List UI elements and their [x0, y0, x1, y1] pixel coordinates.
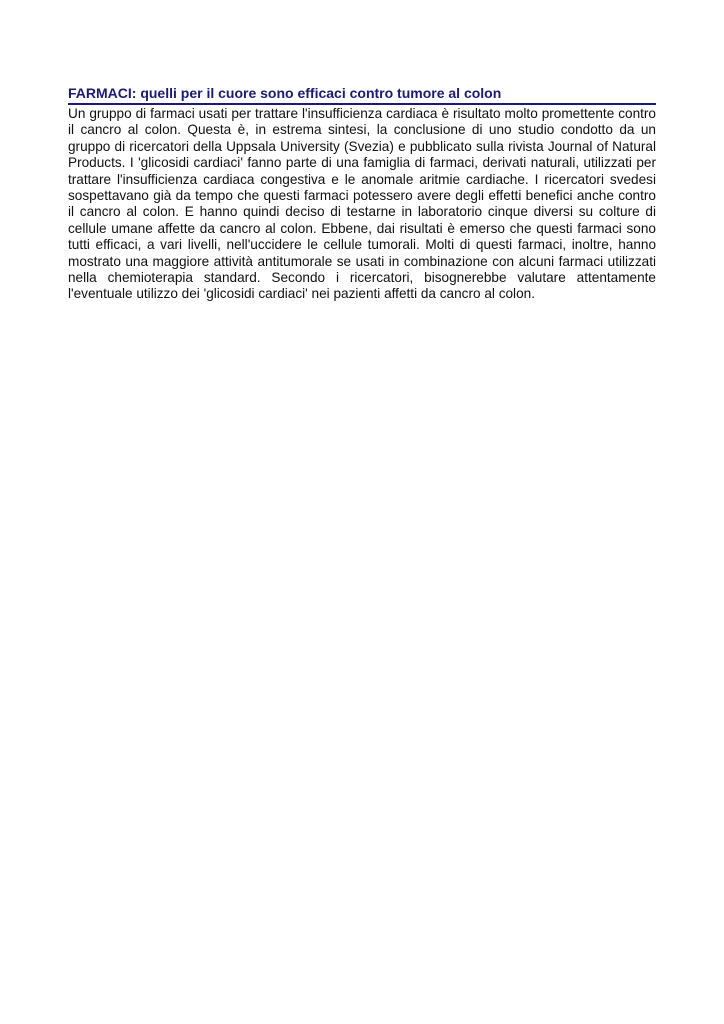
article	[68, 85, 656, 303]
article-title: FARMACI: quelli per il cuore sono efficaci contro tumore al colon	[68, 85, 656, 105]
article-body: Un gruppo di farmaci usati per trattare l'insufficienza cardiaca è risultato molto promettente contro il cancro al colon. Questa è, in estrema sintesi, la conclusione di uno studio condotto da un gruppo di ricercatori della Uppsala University (Svezia) e pubblicato sulla rivista Journal of Natural Products. I 'glicosidi cardiaci' fanno parte di una famiglia di farmaci, derivati naturali, utilizzati per trattare l'insufficienza cardiaca congestiva e le anomale aritmie cardiache. I ricercatori svedesi sospettavano già da tempo che questi farmaci potessero avere degli effetti benefici anche contro il cancro al colon. E hanno quindi deciso di testarne in laboratorio cinque diversi su colture di cellule umane affette da cancro al colon. Ebbene, dai risultati è emerso che questi farmaci sono tutti efficaci, a vari livelli, nell'uccidere le cellule tumorali. Molti di questi farmaci, inoltre, hanno mostrato una maggiore attività antitumorale se usati in combinazione con alcuni farmaci utilizzati nella chemioterapia standard. Secondo i ricercatori, bisognerebbe valutare attentamente l'eventuale utilizzo dei 'glicosidi cardiaci' nei pazienti affetti da cancro al colon.	[68, 106, 656, 302]
